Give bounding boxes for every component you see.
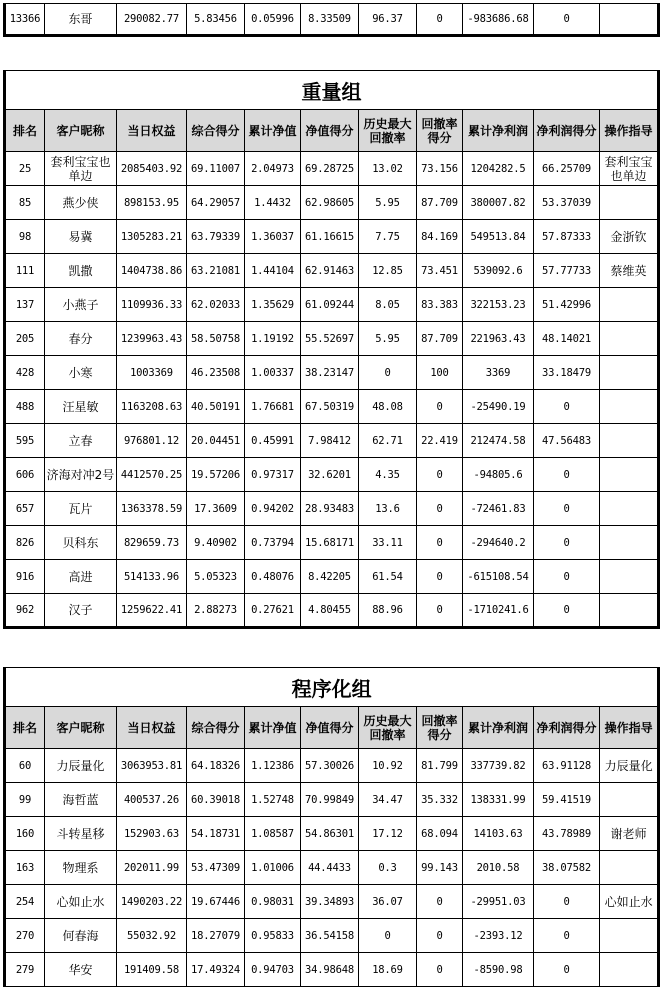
net-profit-cell: -1710241.6: [463, 594, 534, 628]
rank-cell: 137: [5, 288, 45, 322]
net-profit-cell: -294640.2: [463, 526, 534, 560]
equity-cell: 1490203.22: [117, 885, 187, 919]
net-profit-cell: -983686.68: [463, 4, 534, 36]
composite-score-cell: 46.23508: [187, 356, 245, 390]
group-title: 程序化组: [5, 668, 659, 707]
header-nav-score: 净值得分: [301, 707, 359, 749]
cumulative-nav-cell: 0.27621: [245, 594, 301, 628]
equity-cell: 1109936.33: [117, 288, 187, 322]
profit-score-cell: 57.87333: [534, 220, 600, 254]
drawdown-score-cell: 0: [417, 390, 463, 424]
nav-score-cell: 32.6201: [301, 458, 359, 492]
nav-score-cell: 62.91463: [301, 254, 359, 288]
max-drawdown-cell: 10.92: [359, 749, 417, 783]
net-profit-cell: 549513.84: [463, 220, 534, 254]
header-equity: 当日权益: [117, 110, 187, 152]
nickname-cell: 汪星敏: [45, 390, 117, 424]
net-profit-cell: -72461.83: [463, 492, 534, 526]
cumulative-nav-cell: 0.05996: [245, 4, 301, 36]
equity-cell: 514133.96: [117, 560, 187, 594]
composite-score-cell: 64.29057: [187, 186, 245, 220]
cumulative-nav-cell: 0.48076: [245, 560, 301, 594]
table-row: [5, 458, 659, 492]
nickname-cell: 易冀: [45, 220, 117, 254]
guidance-cell: 谢老师: [600, 817, 659, 851]
net-profit-cell: 3369: [463, 356, 534, 390]
max-drawdown-cell: 13.6: [359, 492, 417, 526]
header-rank: 排名: [5, 707, 45, 749]
cumulative-nav-cell: 1.08587: [245, 817, 301, 851]
guidance-cell: [600, 356, 659, 390]
rank-cell: 163: [5, 851, 45, 885]
profit-score-cell: 0: [534, 390, 600, 424]
cumulative-nav-cell: 0.97317: [245, 458, 301, 492]
header-guidance: 操作指导: [600, 110, 659, 152]
nickname-cell: 高进: [45, 560, 117, 594]
rank-cell: 160: [5, 817, 45, 851]
composite-score-cell: 19.57206: [187, 458, 245, 492]
composite-score-cell: 17.49324: [187, 953, 245, 987]
profit-score-cell: 0: [534, 492, 600, 526]
rank-cell: 279: [5, 953, 45, 987]
max-drawdown-cell: 34.47: [359, 783, 417, 817]
equity-cell: 191409.58: [117, 953, 187, 987]
rank-cell: 962: [5, 594, 45, 628]
equity-cell: 55032.92: [117, 919, 187, 953]
header-nickname: 客户昵称: [45, 707, 117, 749]
drawdown-score-cell: 0: [417, 526, 463, 560]
profit-score-cell: 0: [534, 560, 600, 594]
header-cumulative-nav: 累计净值: [245, 110, 301, 152]
rank-cell: 428: [5, 356, 45, 390]
nickname-cell: 贝科东: [45, 526, 117, 560]
drawdown-score-cell: 0: [417, 919, 463, 953]
cumulative-nav-cell: 0.95833: [245, 919, 301, 953]
table-row: [5, 919, 659, 953]
header-row: [5, 110, 659, 152]
max-drawdown-cell: 48.08: [359, 390, 417, 424]
nickname-cell: 心如止水: [45, 885, 117, 919]
equity-cell: 4412570.25: [117, 458, 187, 492]
composite-score-cell: 53.47309: [187, 851, 245, 885]
profit-score-cell: 0: [534, 594, 600, 628]
net-profit-cell: -2393.12: [463, 919, 534, 953]
table-row: [5, 492, 659, 526]
table-row: [5, 851, 659, 885]
equity-cell: 152903.63: [117, 817, 187, 851]
max-drawdown-cell: 88.96: [359, 594, 417, 628]
max-drawdown-cell: 0: [359, 919, 417, 953]
composite-score-cell: 58.50758: [187, 322, 245, 356]
composite-score-cell: 69.11007: [187, 152, 245, 186]
nickname-cell: 何春海: [45, 919, 117, 953]
drawdown-score-cell: 87.709: [417, 186, 463, 220]
nav-score-cell: 62.98605: [301, 186, 359, 220]
rank-cell: 606: [5, 458, 45, 492]
drawdown-score-cell: 0: [417, 492, 463, 526]
table-row: [5, 322, 659, 356]
table-row: [5, 186, 659, 220]
cumulative-nav-cell: 0.94202: [245, 492, 301, 526]
guidance-cell: [600, 458, 659, 492]
drawdown-score-cell: 100: [417, 356, 463, 390]
profit-score-cell: 38.07582: [534, 851, 600, 885]
nav-score-cell: 54.86301: [301, 817, 359, 851]
header-cumulative-nav: 累计净值: [245, 707, 301, 749]
cumulative-nav-cell: 0.73794: [245, 526, 301, 560]
table-row: [5, 594, 659, 628]
header-composite-score: 综合得分: [187, 110, 245, 152]
profit-score-cell: 59.41519: [534, 783, 600, 817]
profit-score-cell: 51.42996: [534, 288, 600, 322]
guidance-cell: 套利宝宝也单边: [600, 152, 659, 186]
guidance-cell: [600, 560, 659, 594]
table-row: [5, 885, 659, 919]
profit-score-cell: 0: [534, 4, 600, 36]
table-row: [5, 817, 659, 851]
max-drawdown-cell: 61.54: [359, 560, 417, 594]
guidance-cell: [600, 390, 659, 424]
guidance-cell: [600, 322, 659, 356]
net-profit-cell: -94805.6: [463, 458, 534, 492]
rank-cell: 98: [5, 220, 45, 254]
nickname-cell: 斗转星移: [45, 817, 117, 851]
header-profit-score: 净利润得分: [534, 110, 600, 152]
cumulative-nav-cell: 1.00337: [245, 356, 301, 390]
drawdown-score-cell: 68.094: [417, 817, 463, 851]
nav-score-cell: 38.23147: [301, 356, 359, 390]
profit-score-cell: 0: [534, 885, 600, 919]
profit-score-cell: 47.56483: [534, 424, 600, 458]
equity-cell: 1305283.21: [117, 220, 187, 254]
nickname-cell: 东哥: [45, 4, 117, 36]
rank-cell: 85: [5, 186, 45, 220]
max-drawdown-cell: 8.05: [359, 288, 417, 322]
composite-score-cell: 63.79339: [187, 220, 245, 254]
net-profit-cell: -8590.98: [463, 953, 534, 987]
nickname-cell: 小寒: [45, 356, 117, 390]
equity-cell: 1259622.41: [117, 594, 187, 628]
net-profit-cell: 2010.58: [463, 851, 534, 885]
nav-score-cell: 8.42205: [301, 560, 359, 594]
rank-cell: 25: [5, 152, 45, 186]
max-drawdown-cell: 18.69: [359, 953, 417, 987]
drawdown-score-cell: 73.451: [417, 254, 463, 288]
profit-score-cell: 43.78989: [534, 817, 600, 851]
nav-score-cell: 36.54158: [301, 919, 359, 953]
net-profit-cell: 221963.43: [463, 322, 534, 356]
table-row: [5, 526, 659, 560]
net-profit-cell: 1204282.5: [463, 152, 534, 186]
header-equity: 当日权益: [117, 707, 187, 749]
composite-score-cell: 5.83456: [187, 4, 245, 36]
drawdown-score-cell: 87.709: [417, 322, 463, 356]
composite-score-cell: 60.39018: [187, 783, 245, 817]
table-row: [5, 749, 659, 783]
max-drawdown-cell: 12.85: [359, 254, 417, 288]
nickname-cell: 济海对冲2号: [45, 458, 117, 492]
cumulative-nav-cell: 0.98031: [245, 885, 301, 919]
nav-score-cell: 61.16615: [301, 220, 359, 254]
top-rank-table: [3, 3, 660, 37]
rank-cell: 111: [5, 254, 45, 288]
header-row: [5, 707, 659, 749]
net-profit-cell: -25490.19: [463, 390, 534, 424]
table-row: [5, 288, 659, 322]
cumulative-nav-cell: 1.76681: [245, 390, 301, 424]
drawdown-score-cell: 0: [417, 458, 463, 492]
composite-score-cell: 63.21081: [187, 254, 245, 288]
profit-score-cell: 0: [534, 458, 600, 492]
cumulative-nav-cell: 1.44104: [245, 254, 301, 288]
guidance-cell: 心如止水: [600, 885, 659, 919]
drawdown-score-cell: 83.383: [417, 288, 463, 322]
header-nickname: 客户昵称: [45, 110, 117, 152]
cumulative-nav-cell: 1.01006: [245, 851, 301, 885]
heavy-group-table: [3, 70, 660, 629]
guidance-cell: [600, 783, 659, 817]
nickname-cell: 立春: [45, 424, 117, 458]
cumulative-nav-cell: 1.4432: [245, 186, 301, 220]
profit-score-cell: 33.18479: [534, 356, 600, 390]
nickname-cell: 瓦片: [45, 492, 117, 526]
composite-score-cell: 19.67446: [187, 885, 245, 919]
max-drawdown-cell: 36.07: [359, 885, 417, 919]
rank-cell: 60: [5, 749, 45, 783]
max-drawdown-cell: 5.95: [359, 186, 417, 220]
header-composite-score: 综合得分: [187, 707, 245, 749]
guidance-cell: [600, 288, 659, 322]
nickname-cell: 小燕子: [45, 288, 117, 322]
equity-cell: 1163208.63: [117, 390, 187, 424]
drawdown-score-cell: 0: [417, 953, 463, 987]
nav-score-cell: 70.99849: [301, 783, 359, 817]
nickname-cell: 力辰量化: [45, 749, 117, 783]
cumulative-nav-cell: 1.52748: [245, 783, 301, 817]
net-profit-cell: -615108.54: [463, 560, 534, 594]
drawdown-score-cell: 0: [417, 885, 463, 919]
equity-cell: 1003369: [117, 356, 187, 390]
guidance-cell: 金浙钦: [600, 220, 659, 254]
nickname-cell: 物理系: [45, 851, 117, 885]
nav-score-cell: 7.98412: [301, 424, 359, 458]
nickname-cell: 燕少侠: [45, 186, 117, 220]
table-row: [5, 953, 659, 987]
nav-score-cell: 28.93483: [301, 492, 359, 526]
guidance-cell: 蔡维英: [600, 254, 659, 288]
profit-score-cell: 63.91128: [534, 749, 600, 783]
max-drawdown-cell: 17.12: [359, 817, 417, 851]
nickname-cell: 套利宝宝也单边: [45, 152, 117, 186]
guidance-cell: [600, 953, 659, 987]
nav-score-cell: 4.80455: [301, 594, 359, 628]
equity-cell: 2085403.92: [117, 152, 187, 186]
cumulative-nav-cell: 1.19192: [245, 322, 301, 356]
header-profit-score: 净利润得分: [534, 707, 600, 749]
nav-score-cell: 55.52697: [301, 322, 359, 356]
table-row: [5, 560, 659, 594]
rank-cell: 254: [5, 885, 45, 919]
composite-score-cell: 64.18326: [187, 749, 245, 783]
table-row: [5, 152, 659, 186]
drawdown-score-cell: 81.799: [417, 749, 463, 783]
cumulative-nav-cell: 1.36037: [245, 220, 301, 254]
equity-cell: 898153.95: [117, 186, 187, 220]
header-max-drawdown: 历史最大回撤率: [359, 707, 417, 749]
net-profit-cell: 322153.23: [463, 288, 534, 322]
equity-cell: 1404738.86: [117, 254, 187, 288]
header-rank: 排名: [5, 110, 45, 152]
equity-cell: 290082.77: [117, 4, 187, 36]
guidance-cell: [600, 424, 659, 458]
nav-score-cell: 57.30026: [301, 749, 359, 783]
max-drawdown-cell: 33.11: [359, 526, 417, 560]
rank-cell: 270: [5, 919, 45, 953]
net-profit-cell: 380007.82: [463, 186, 534, 220]
table-row: [5, 254, 659, 288]
nav-score-cell: 39.34893: [301, 885, 359, 919]
table-row: [5, 783, 659, 817]
guidance-cell: [600, 526, 659, 560]
nav-score-cell: 15.68171: [301, 526, 359, 560]
net-profit-cell: -29951.03: [463, 885, 534, 919]
max-drawdown-cell: 13.02: [359, 152, 417, 186]
nickname-cell: 凯撒: [45, 254, 117, 288]
cumulative-nav-cell: 1.35629: [245, 288, 301, 322]
drawdown-score-cell: 0: [417, 4, 463, 36]
equity-cell: 3063953.81: [117, 749, 187, 783]
composite-score-cell: 17.3609: [187, 492, 245, 526]
cumulative-nav-cell: 0.94703: [245, 953, 301, 987]
composite-score-cell: 9.40902: [187, 526, 245, 560]
guidance-cell: [600, 492, 659, 526]
composite-score-cell: 18.27079: [187, 919, 245, 953]
equity-cell: 1239963.43: [117, 322, 187, 356]
guidance-cell: [600, 851, 659, 885]
net-profit-cell: 539092.6: [463, 254, 534, 288]
cumulative-nav-cell: 0.45991: [245, 424, 301, 458]
composite-score-cell: 20.04451: [187, 424, 245, 458]
equity-cell: 202011.99: [117, 851, 187, 885]
drawdown-score-cell: 35.332: [417, 783, 463, 817]
profit-score-cell: 0: [534, 526, 600, 560]
nav-score-cell: 34.98648: [301, 953, 359, 987]
nav-score-cell: 67.50319: [301, 390, 359, 424]
nav-score-cell: 61.09244: [301, 288, 359, 322]
profit-score-cell: 57.77733: [534, 254, 600, 288]
rank-cell: 488: [5, 390, 45, 424]
rank-cell: 916: [5, 560, 45, 594]
max-drawdown-cell: 62.71: [359, 424, 417, 458]
table-row: [5, 220, 659, 254]
header-max-drawdown: 历史最大回撤率: [359, 110, 417, 152]
drawdown-score-cell: 0: [417, 594, 463, 628]
guidance-cell: [600, 4, 659, 36]
profit-score-cell: 0: [534, 919, 600, 953]
header-drawdown-score: 回撤率得分: [417, 110, 463, 152]
rank-cell: 13366: [5, 4, 45, 36]
equity-cell: 1363378.59: [117, 492, 187, 526]
composite-score-cell: 54.18731: [187, 817, 245, 851]
cumulative-nav-cell: 2.04973: [245, 152, 301, 186]
nickname-cell: 汉子: [45, 594, 117, 628]
max-drawdown-cell: 0: [359, 356, 417, 390]
guidance-cell: [600, 594, 659, 628]
group-title: 重量组: [5, 71, 659, 110]
profit-score-cell: 0: [534, 953, 600, 987]
header-guidance: 操作指导: [600, 707, 659, 749]
header-net-profit: 累计净利润: [463, 707, 534, 749]
nav-score-cell: 44.4433: [301, 851, 359, 885]
nickname-cell: 华安: [45, 953, 117, 987]
nav-score-cell: 8.33509: [301, 4, 359, 36]
composite-score-cell: 5.05323: [187, 560, 245, 594]
composite-score-cell: 2.88273: [187, 594, 245, 628]
program-group-table: [3, 667, 660, 987]
cumulative-nav-cell: 1.12386: [245, 749, 301, 783]
guidance-cell: [600, 919, 659, 953]
rank-cell: 595: [5, 424, 45, 458]
equity-cell: 400537.26: [117, 783, 187, 817]
profit-score-cell: 48.14021: [534, 322, 600, 356]
rank-cell: 205: [5, 322, 45, 356]
profit-score-cell: 53.37039: [534, 186, 600, 220]
composite-score-cell: 40.50191: [187, 390, 245, 424]
max-drawdown-cell: 96.37: [359, 4, 417, 36]
equity-cell: 829659.73: [117, 526, 187, 560]
max-drawdown-cell: 7.75: [359, 220, 417, 254]
net-profit-cell: 14103.63: [463, 817, 534, 851]
nickname-cell: 春分: [45, 322, 117, 356]
header-nav-score: 净值得分: [301, 110, 359, 152]
drawdown-score-cell: 84.169: [417, 220, 463, 254]
header-drawdown-score: 回撤率得分: [417, 707, 463, 749]
rank-cell: 657: [5, 492, 45, 526]
net-profit-cell: 337739.82: [463, 749, 534, 783]
net-profit-cell: 138331.99: [463, 783, 534, 817]
profit-score-cell: 66.25709: [534, 152, 600, 186]
guidance-cell: 力辰量化: [600, 749, 659, 783]
rank-cell: 99: [5, 783, 45, 817]
composite-score-cell: 62.02033: [187, 288, 245, 322]
nickname-cell: 海哲蓝: [45, 783, 117, 817]
max-drawdown-cell: 5.95: [359, 322, 417, 356]
table-row: [5, 390, 659, 424]
drawdown-score-cell: 22.419: [417, 424, 463, 458]
max-drawdown-cell: 0.3: [359, 851, 417, 885]
rank-cell: 826: [5, 526, 45, 560]
drawdown-score-cell: 99.143: [417, 851, 463, 885]
nav-score-cell: 69.28725: [301, 152, 359, 186]
header-net-profit: 累计净利润: [463, 110, 534, 152]
drawdown-score-cell: 73.156: [417, 152, 463, 186]
table-row: [5, 424, 659, 458]
net-profit-cell: 212474.58: [463, 424, 534, 458]
equity-cell: 976801.12: [117, 424, 187, 458]
table-row: [5, 356, 659, 390]
table-row: [5, 4, 659, 36]
max-drawdown-cell: 4.35: [359, 458, 417, 492]
drawdown-score-cell: 0: [417, 560, 463, 594]
guidance-cell: [600, 186, 659, 220]
